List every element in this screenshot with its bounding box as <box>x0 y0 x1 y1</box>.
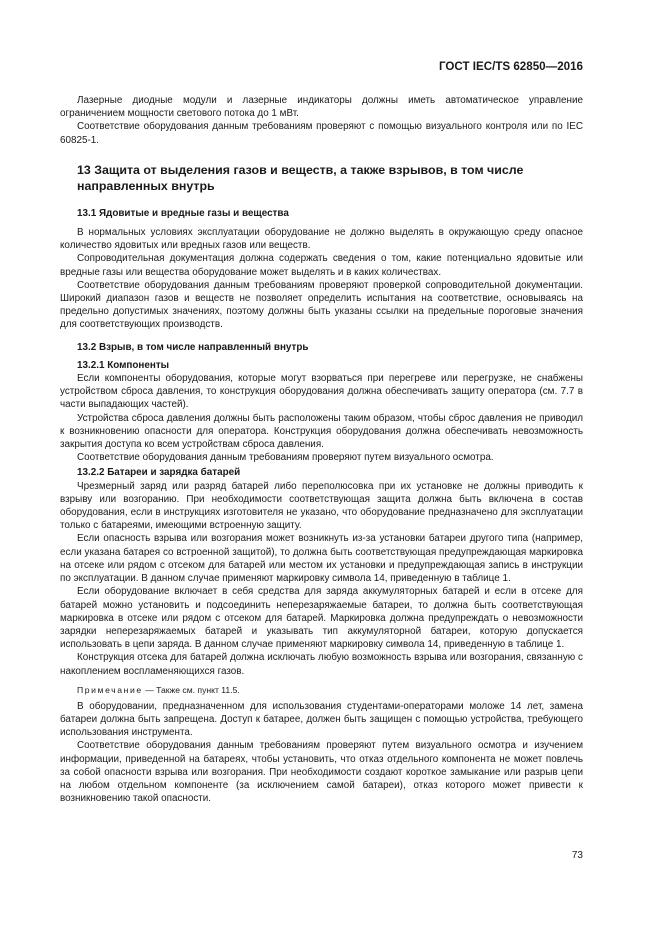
paragraph: Если опасность взрыва или возгорания может возникнуть из-за установки батареи другого типа (например, если указана батарея со встроенной защитой), то должна быть соответствующая предупреждающая маркировка на отсеке или рядом с отсеком для батарей или местом их установки и предупреждающая запись в инструкции по эксплуатации. В данном случае применяют маркировку символа 14, приведенную в таблице 1. <box>60 533 583 585</box>
section-heading: 13 Защита от выделения газов и веществ, а также взрывов, в том числе направленных внутрь <box>77 162 524 194</box>
paragraph: Чрезмерный заряд или разряд батарей либо переполюсовка при их установке не должны приводить к взрыву или возгоранию. При необходимости соответствующая защита должна быть включена в состав оборудования, если в инструкциях изготовителя не указано, что оборудование предназначено для эксплуатации только с батареями, имеющими встроенную защиту. <box>60 480 583 532</box>
paragraph: Сопроводительная документация должна содержать сведения о том, какие потенциально ядовитые или вредные газы или вещества оборудование может выделять и в каких количествах. <box>60 253 583 278</box>
paragraph: Если оборудование включает в себя средства для заряда аккумуляторных батарей и если в отсеке для батарей можно установить и подсоединить неперезаряжаемые батареи, то должна быть соответствующая маркировка в отсеке или рядом с отсеком для батарей. Маркировка должна предупреждать о невозможности зарядки неперезаряжаемых батарей и указывать тип аккумуляторной батареи, которую допускается использовать в цепи заряда. В данном случае применяют маркировку символа 14, приведенную в таблице 1. <box>60 586 583 651</box>
note-text: — Также см. пункт 11.5. <box>142 684 240 695</box>
paragraph: Конструкция отсека для батарей должна исключать любую возможность взрыва или возгорания, связанную с накоплением воспламеняющихся газов. <box>60 652 583 677</box>
note-label: Примечание <box>77 684 143 695</box>
paragraph: Устройства сброса давления должны быть расположены таким образом, чтобы сброс давления не приводил к возникновению опасности для оператора. Конструкция оборудования должна обеспечивать невозможность закрытия доступа ко всем устройствам сброса давления. <box>60 412 583 451</box>
paragraph: Лазерные диодные модули и лазерные индикаторы должны иметь автоматическое управление ограничением мощности светового потока до 1 мВт. <box>60 95 583 120</box>
document-header: ГОСТ IEC/TS 62850—2016 <box>438 60 583 73</box>
clause-heading: 13.2.2 Батареи и зарядка батарей <box>77 467 241 479</box>
page-number: 73 <box>571 850 583 861</box>
paragraph: Соответствие оборудования данным требованиям проверяют путем визуального осмотра. <box>77 452 494 464</box>
clause-heading: 13.2.1 Компоненты <box>77 359 170 371</box>
paragraph: В нормальных условиях эксплуатации оборудование не должно выделять в окружающую среду опасное количество ядовитых или вредных газов или веществ. <box>60 227 583 252</box>
paragraph: В оборудовании, предназначенном для использования студентами-операторами моложе 14 лет, замена батареи должна быть запрещена. Доступ к батарее, должен быть защищен с помощью устройства, требующего использования инструмента. <box>60 700 583 739</box>
note <box>60 684 583 696</box>
subsection-heading: 13.2 Взрыв, в том числе направленный внутрь <box>77 341 309 353</box>
paragraph: Соответствие оборудования данным требованиям проверяют с помощью визуального контроля или по IEC 60825-1. <box>60 121 583 146</box>
paragraph: Если компоненты оборудования, которые могут взорваться при перегреве или перегрузке, не снабжены устройством сброса давления, то конструкция оборудования должна обеспечивать защиту оператора (см. 7.7 в части выпадающих частей). <box>60 373 583 411</box>
subsection-heading: 13.1 Ядовитые и вредные газы и вещества <box>77 207 289 219</box>
document-page <box>60 0 583 935</box>
document-body <box>60 94 583 805</box>
paragraph: Соответствие оборудования данным требованиям проверяют проверкой сопроводительной документации. Широкий диапазон газов и веществ не позволяет определить испытания на соответствие, основываясь на предельно допустимых значениях, поэтому должны быть указаны ссылки на предельные пороговые значения для соответствующих производств. <box>60 279 583 331</box>
paragraph: Соответствие оборудования данным требованиям проверяют путем визуального осмотра и изучением информации, приведенной на батареях, чтобы установить, что отказ отдельного компонента не может повлечь за собой опасности взрыва или возгорания. При необходимости создают короткое замыкание или разрыв цепи на любом отдельном компоненте (за исключением самой батареи), отказ которого может привести к возникновению такой опасности. <box>60 740 583 805</box>
